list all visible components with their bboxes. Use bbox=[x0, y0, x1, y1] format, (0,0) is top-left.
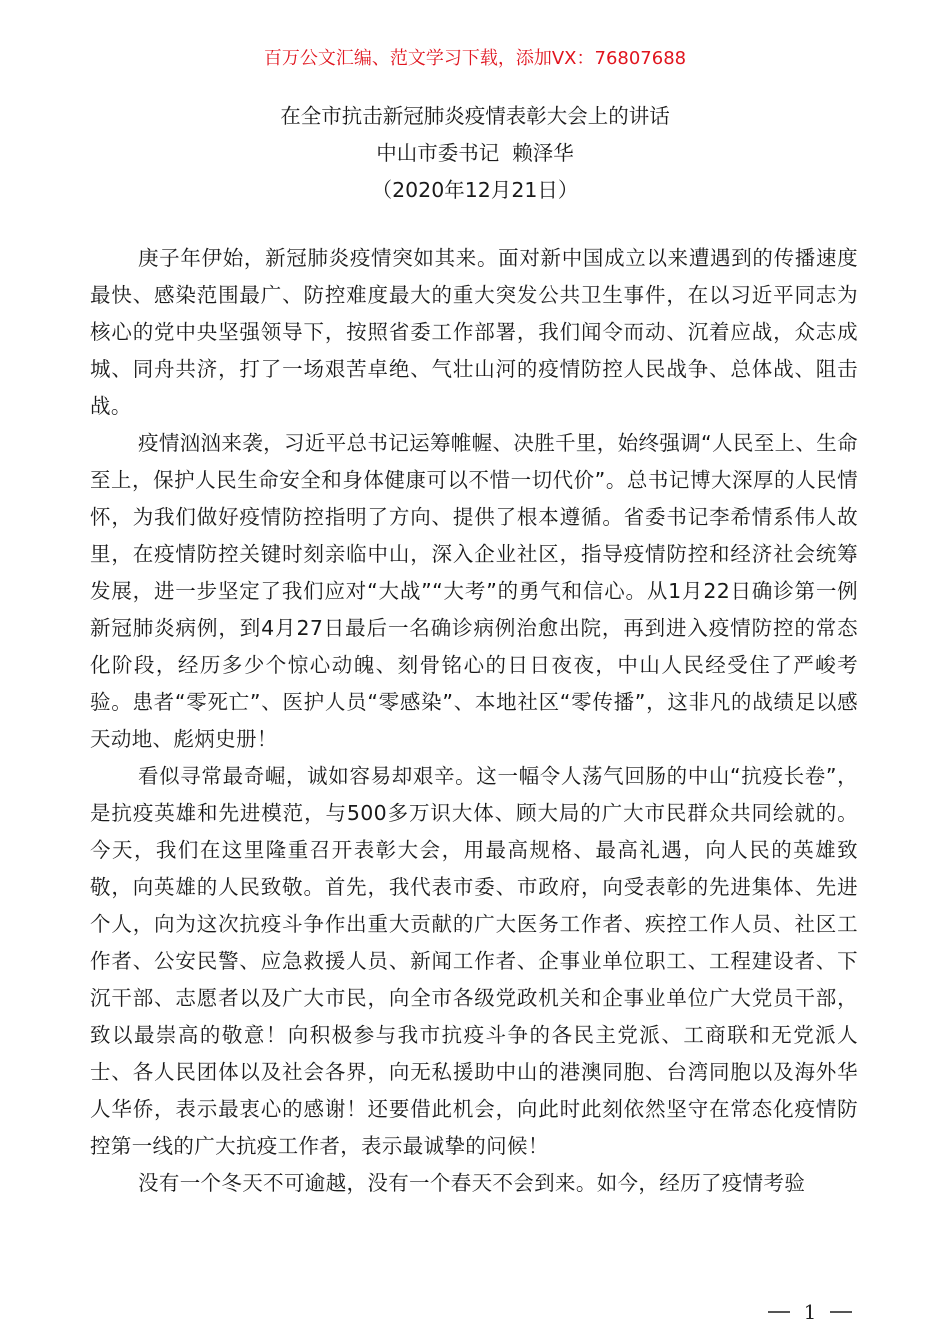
dash-left bbox=[768, 1311, 790, 1313]
speaker-line: 中山市委书记 赖泽华 bbox=[376, 141, 574, 165]
paragraph-1: 庚子年伊始，新冠肺炎疫情突如其来。面对新中国成立以来遭遇到的传播速度最快、感染范围最广、防控难度最大的重大突发公共卫生事件，在以习近平同志为核心的党中央坚强领导下，按照省委工作部署，我们闻令而动、沉着应战，众志成城、同舟共济，打了一场艰苦卓绝、气壮山河的疫情防控人民战争、总体战、阻击战。 bbox=[90, 246, 858, 418]
speech-date: （2020年12月21日） bbox=[371, 178, 579, 202]
paragraph-4: 没有一个冬天不可逾越，没有一个春天不会到来。如今，经历了疫情考验 bbox=[138, 1171, 806, 1195]
document-body bbox=[90, 240, 858, 1202]
paragraph-2: 疫情汹汹来袭，习近平总书记运筹帷幄、决胜千里，始终强调“人民至上、生命至上，保护人民生命安全和身体健康可以不惜一切代价”。总书记博大深厚的人民情怀，为我们做好疫情防控指明了方向、提供了根本遵循。省委书记李希情系伟人故里，在疫情防控关键时刻亲临中山，深入企业社区，指导疫情防控和经济社会统筹发展，进一步坚定了我们应对“大战”“大考”的勇气和信心。从1月22日确诊第一例新冠肺炎病例，到4月27日最后一名确诊病例治愈出院，再到进入疫情防控的常态化阶段，经历多少个惊心动魄、刻骨铭心的日日夜夜，中山人民经受住了严峻考验。患者“零死亡”、医护人员“零感染”、本地社区“零传播”，这非凡的战绩足以感天动地、彪炳史册！ bbox=[90, 431, 858, 751]
page-footer bbox=[760, 1297, 860, 1327]
document-header bbox=[0, 98, 950, 209]
dash-right bbox=[830, 1311, 852, 1313]
watermark-banner: 百万公文汇编、范文学习下载，添加VX：76807688 bbox=[263, 48, 687, 69]
document-title: 在全市抗击新冠肺炎疫情表彰大会上的讲话 bbox=[280, 104, 670, 128]
page-number: 1 bbox=[803, 1300, 817, 1324]
paragraph-3: 看似寻常最奇崛，诚如容易却艰辛。这一幅令人荡气回肠的中山“抗疫长卷”，是抗疫英雄和先进模范，与500多万识大体、顾大局的广大市民群众共同绘就的。今天，我们在这里隆重召开表彰大会，用最高规格、最高礼遇，向人民的英雄致敬，向英雄的人民致敬。首先，我代表市委、市政府，向受表彰的先进集体、先进个人，向为这次抗疫斗争作出重大贡献的广大医务工作者、疾控工作人员、社区工作者、公安民警、应急救援人员、新闻工作者、企事业单位职工、工程建设者、下沉干部、志愿者以及广大市民，向全市各级党政机关和企事业单位广大党员干部，致以最崇高的敬意！向积极参与我市抗疫斗争的各民主党派、工商联和无党派人士、各人民团体以及社会各界，向无私援助中山的港澳同胞、台湾同胞以及海外华人华侨，表示最衷心的感谢！还要借此机会，向此时此刻依然坚守在常态化疫情防控第一线的广大抗疫工作者，表示最诚挚的问候！ bbox=[90, 764, 858, 1158]
